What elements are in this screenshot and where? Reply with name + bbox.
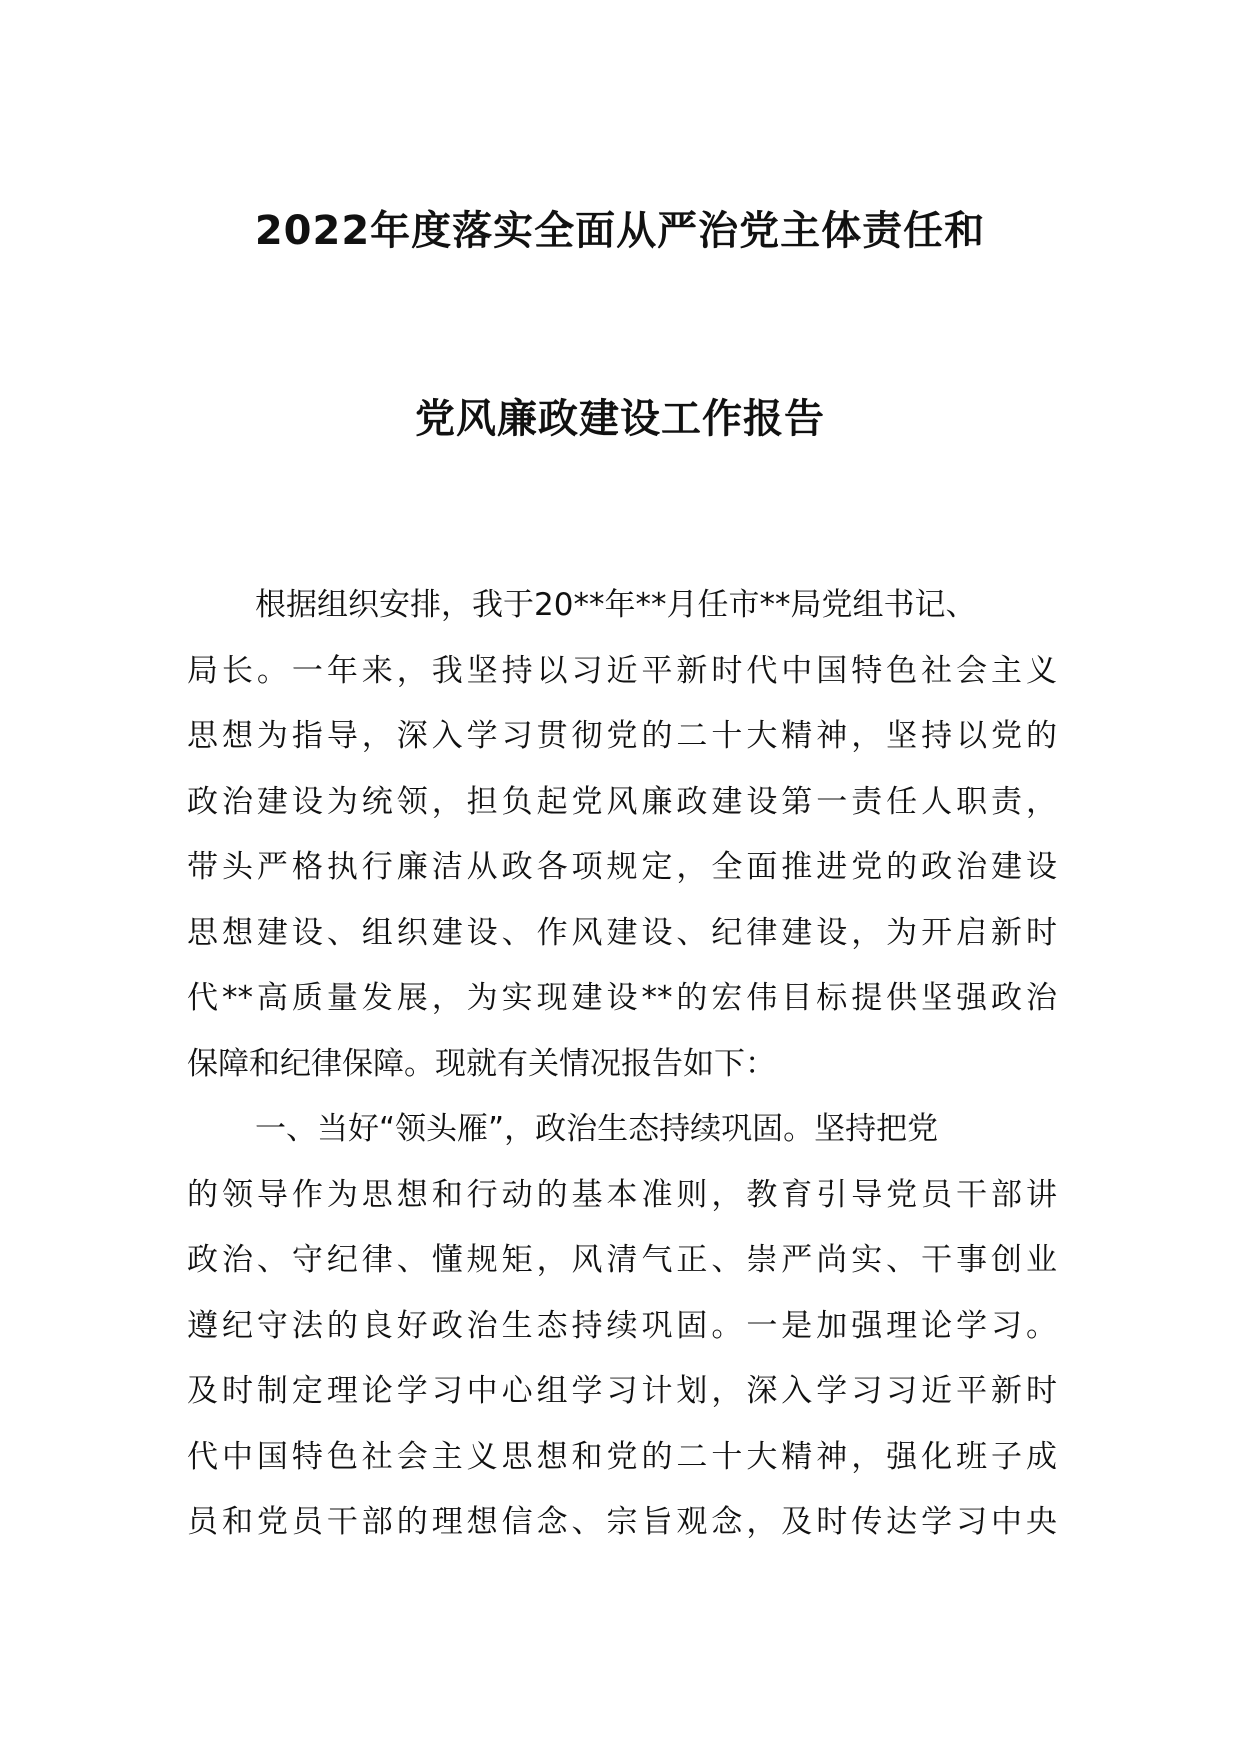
paragraph-2-line: 及时制定理论学习中心组学习计划，深入学习习近平新时: [187, 1373, 1057, 1409]
paragraph-2-line: 员和党员干部的理想信念、宗旨观念，及时传达学习中央: [187, 1504, 1057, 1540]
paragraph-2-line: 遵纪守法的良好政治生态持续巩固。一是加强理论学习。: [187, 1307, 1057, 1344]
paragraph-1-line: 保障和纪律保障。现就有关情况报告如下：: [187, 1045, 776, 1082]
paragraph-1-line: 思想为指导，深入学习贯彻党的二十大精神，坚持以党的: [187, 718, 1057, 754]
document-body: [187, 573, 1057, 1556]
paragraph-1-line: 带头严格执行廉洁从政各项规定，全面推进党的政治建设: [187, 849, 1057, 885]
paragraph-1-line: 局长。一年来，我坚持以习近平新时代中国特色社会主义: [187, 652, 1057, 689]
paragraph-1-line: 根据组织安排，我于20**年**月任市**局党组书记、: [255, 587, 977, 623]
paragraph-2-line: 代中国特色社会主义思想和党的二十大精神，强化班子成: [187, 1438, 1057, 1475]
document-title-line-1: 2022年度落实全面从严治党主体责任和: [254, 208, 986, 254]
paragraph-1-line: 思想建设、组织建设、作风建设、纪律建设，为开启新时: [187, 914, 1057, 951]
paragraph-2-line: 的领导作为思想和行动的基本准则，教育引导党员干部讲: [187, 1176, 1057, 1213]
paragraph-2-line: 政治、守纪律、懂规矩，风清气正、崇严尚实、干事创业: [187, 1242, 1057, 1278]
paragraph-2-line: 一、当好“领头雁”，政治生态持续巩固。坚持把党: [255, 1111, 939, 1147]
paragraph-1-line: 政治建设为统领，担负起党风廉政建设第一责任人职责，: [187, 783, 1057, 820]
paragraph-1-line: 代**高质量发展，为实现建设**的宏伟目标提供坚强政治: [187, 980, 1057, 1016]
document-title-line-2: 党风廉政建设工作报告: [415, 396, 825, 442]
